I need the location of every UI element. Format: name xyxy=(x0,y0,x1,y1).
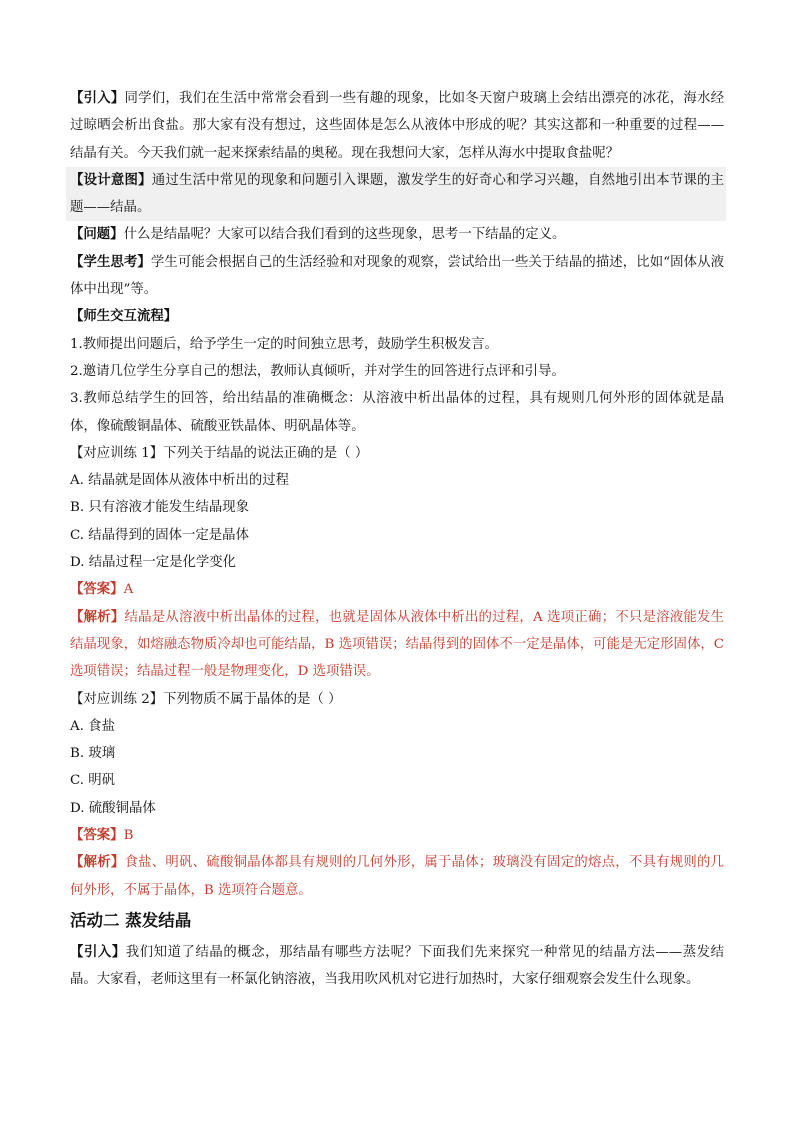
exercise2-option: B. 玻璃 xyxy=(70,746,116,762)
exercise1-option: D. 结晶过程一定是化学变化 xyxy=(70,555,237,571)
analysis-tag: 【解析】 xyxy=(70,854,125,871)
exercise1-tag: 【对应训练 1】 xyxy=(70,445,164,461)
exercise1-stem xyxy=(70,440,724,467)
exercise2-option: A. 食盐 xyxy=(70,718,115,734)
analysis-tag: 【解析】 xyxy=(70,608,125,625)
question-text: 什么是结晶呢？大家可以结合我们看到的这些现象，思考一下结晶的定义。 xyxy=(123,227,566,243)
analysis-text: 结晶是从溶液中析出晶体的过程，也就是固体从液体中析出的过程，A 选项正确；不只是溶液能发生结晶现象，如熔融态物质冷却也可能结晶，B 选项错误；结晶得到的固体不一定是晶体，可能是无定形固体，C 选项错误；结晶过程一般是物理变化，D 选项错误。 xyxy=(70,609,724,680)
question-tag: 【问题】 xyxy=(70,226,124,243)
activity2-intro-text: 我们知道了结晶的概念，那结晶有哪些方法呢？下面我们先来探究一种常见的结晶方法——蒸发结晶。大家看，老师这里有一杯氯化钠溶液，当我用吹风机对它进行加热时，大家仔细观察会发生什么现象。 xyxy=(70,944,725,988)
activity2-intro-tag: 【引入】 xyxy=(70,943,126,960)
intro-tag: 【引入】 xyxy=(70,90,125,106)
exercise2-stem xyxy=(70,686,724,713)
analysis-text: 食盐、明矾、硫酸铜晶体都具有规则的几何外形，属于晶体；玻璃没有固定的熔点，不具有规则的几何外形，不属于晶体，B 选项符合题意。 xyxy=(70,855,725,898)
exercise1-analysis xyxy=(70,604,724,686)
exercise2-tag: 【对应训练 2】 xyxy=(70,691,164,707)
activity2-intro xyxy=(70,939,724,994)
design-intent-tag: 【设计意图】 xyxy=(70,171,152,188)
exercise1-option: A. 结晶就是固体从液体中析出的过程 xyxy=(70,473,290,489)
exercise2-option: D. 硫酸铜晶体 xyxy=(70,800,156,816)
intro-paragraph xyxy=(70,85,724,167)
question-paragraph xyxy=(70,221,724,248)
exercise2-analysis xyxy=(70,849,724,904)
flow-step: 1.教师提出问题后，给予学生一定的时间独立思考，鼓励学生积极发言。 xyxy=(70,336,498,352)
answer-tag: 【答案】 xyxy=(70,827,124,844)
exercise2-option: C. 明矾 xyxy=(70,773,116,789)
exercise2-answer xyxy=(70,822,724,849)
design-intent-paragraph xyxy=(66,167,726,222)
student-thinking-tag: 【学生思考】 xyxy=(70,253,151,270)
intro-text: 同学们，我们在生活中常常会看到一些有趣的现象，比如冬天窗户玻璃上会结出漂亮的冰花，海水经过晾晒会析出食盐。那大家有没有想过，这些固体是怎么从液体中形成的呢？其实这都和一种重要的过程——结晶有关。今天我们就一起来探索结晶的奥秘。现在我想问大家，怎样从海水中提取食盐呢？ xyxy=(70,91,725,161)
interaction-flow-heading: 【师生交互流程】 xyxy=(70,308,178,325)
exercise1-option: B. 只有溶液才能发生结晶现象 xyxy=(70,500,250,516)
design-intent-text: 通过生活中常见的现象和问题引入课题，激发学生的好奇心和学习兴趣，自然地引出本节课的主题——结晶。 xyxy=(70,172,724,216)
flow-step: 3.教师总结学生的回答，给出结晶的准确概念：从溶液中析出晶体的过程，具有规则几何外形的固体就是晶体，像硫酸铜晶体、硫酸亚铁晶体、明矾晶体等。 xyxy=(70,391,724,434)
exercise2-question: 下列物质不属于晶体的是（ ） xyxy=(163,691,342,707)
answer-value: B xyxy=(123,828,134,844)
document-page xyxy=(70,85,724,994)
activity2-heading: 活动二 蒸发结晶 xyxy=(70,910,192,930)
answer-tag: 【答案】 xyxy=(70,581,124,598)
student-thinking-text: 学生可能会根据自己的生活经验和对现象的观察，尝试给出一些关于结晶的描述，比如“固体从液体中出现”等。 xyxy=(70,254,725,298)
exercise1-answer xyxy=(70,576,724,603)
flow-step: 2.邀请几位学生分享自己的想法，教师认真倾听，并对学生的回答进行点评和引导。 xyxy=(70,363,565,379)
exercise1-question: 下列关于结晶的说法正确的是（ ） xyxy=(163,445,369,461)
student-thinking-paragraph xyxy=(70,249,724,304)
answer-value: A xyxy=(123,582,134,598)
exercise1-option: C. 结晶得到的固体一定是晶体 xyxy=(70,527,249,543)
